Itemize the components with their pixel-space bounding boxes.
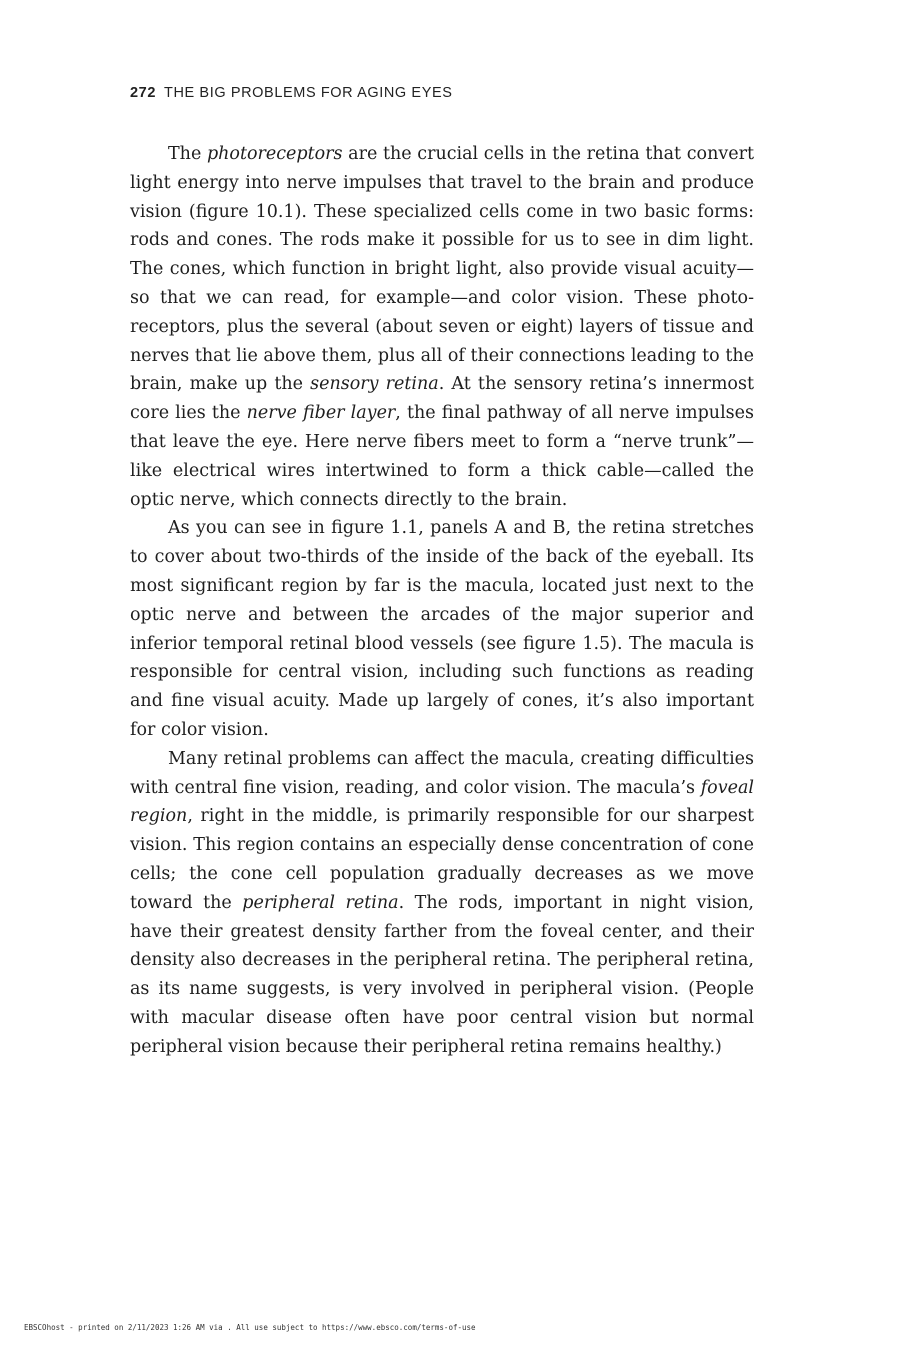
text-run: are the crucial cells in the retina that convert light energy into nerve impulses that travel to the brain and produce vision (figure 10.1). These specialized cells come in two basic forms: rods and cones. The rods make it possible for us to see in dim light. The cones, which function in bright light, also provide visual acuity—so that we can read, for example—and color vision. These photoreceptors, plus the several (about seven or eight) layers of tissue and nerves that lie above them, plus all of their connections leading to the brain, make up the (130, 144, 754, 395)
italic-term: peripheral retina (242, 892, 399, 913)
text-run: . The rods, important in night vision, have their greatest density farther from the foveal center, and their density also decreases in the peripheral retina. The peripheral retina, as its name suggests, is very involved in peripheral vision. (People with macular disease often have poor central vision but normal peripheral vision because their peripheral retina remains healthy.) (130, 892, 754, 1057)
footer-notice: EBSCOhost - printed on 2/11/2023 1:26 AM via . All use subject to https://www.ebsco.com/terms-of-use (24, 1323, 476, 1332)
italic-term: nerve fiber layer (246, 403, 396, 424)
italic-term: sensory retina (310, 374, 439, 395)
running-header (130, 85, 770, 101)
text-run: The (168, 144, 207, 164)
text-run: . At the sensory retina’s innermost core lies the (130, 374, 754, 424)
paragraph-1 (130, 140, 754, 514)
page-number: 272 (130, 85, 156, 101)
text-run: , right in the middle, is primarily responsible for our sharpest vision. This region contains an especially dense concentration of cone cells; the cone cell population gradually decreases as we move toward the (130, 806, 754, 913)
text-run: Many retinal problems can affect the macula, creating difficulties with central fine vision, reading, and color vision. The macula’s (130, 748, 754, 798)
body-text (130, 140, 754, 1062)
italic-term: foveal region (130, 777, 754, 827)
text-run: As you can see in figure 1.1, panels A and B, the retina stretches to cover about two-thirds of the inside of the back of the eyeball. Its most significant region by far is the macula, located just next to the optic nerve and between the arcades of the major superior and inferior temporal retinal blood vessels (see figure 1.5). The macula is responsible for central vision, including such functions as reading and fine visual acuity. Made up largely of cones, it’s also important for color vision. (130, 518, 754, 740)
paragraph-2 (130, 514, 754, 744)
text-run: , the final pathway of all nerve impulses that leave the eye. Here nerve fibers meet to form a “nerve trunk”—like electrical wires intertwined to form a thick cable—called the optic nerve, which connects directly to the brain. (130, 403, 754, 510)
paragraph-3 (130, 745, 754, 1062)
running-title: THE BIG PROBLEMS FOR AGING EYES (164, 85, 453, 101)
italic-term: photoreceptors (206, 144, 343, 164)
